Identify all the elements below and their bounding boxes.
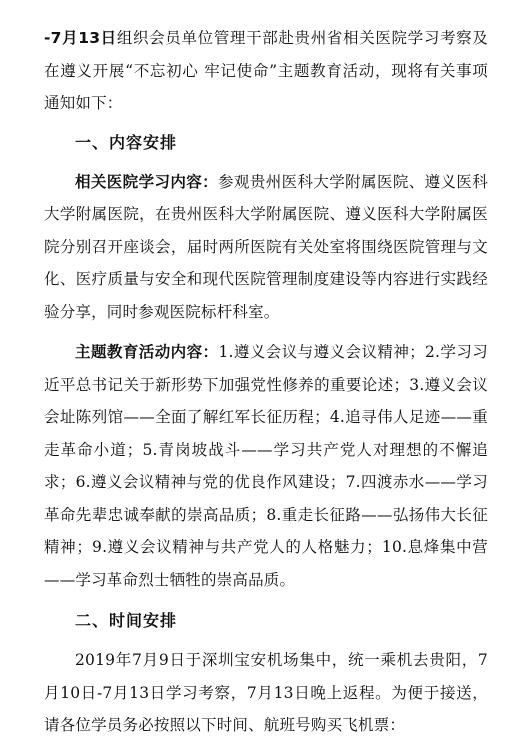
- theme-education-paragraph: [44, 336, 488, 596]
- hospital-study-paragraph: [44, 166, 488, 329]
- hospital-study-text: 参观贵州医科大学附属医院、遵义医科大学附属医院，在贵州医科大学附属医院、遵义医科大学附属医院分别召开座谈会，届时两所医院有关处室将围绕医院管理与文化、医疗质量与安全和现代医院管理制度建设等内容进行实践经验分享，同时参观医院标杆科室。: [44, 172, 488, 321]
- intro-paragraph: [44, 22, 488, 120]
- theme-education-text: 1.遵义会议与遵义会议精神；2.学习习近平总书记关于新形势下加强党性修养的重要论述；3.遵义会议会址陈列馆——全面了解红军长征历程；4.追寻伟人足迹——重走革命小道；5.青岗坡战斗——学习共产党人对理想的不懈追求；6.遵义会议精神与党的优良作风建设；7.四渡赤水——学习革命先辈忠诚奉献的崇高品质；8.重走长征路——弘扬伟大长征精神；9.遵义会议精神与共产党人的人格魅力；10.息烽集中营——学习革命烈士牺牲的崇高品质。: [44, 343, 488, 589]
- section-heading-content: 一、内容安排: [75, 132, 178, 152]
- hospital-study-lead: 相关医院学习内容：: [75, 172, 219, 191]
- schedule-paragraph: 2019年7月9日于深圳宝安机场集中，统一乘机去贵阳，7月10日-7月13日学习考察，7月13日晚上返程。为便于接送，请各位学员务必按照以下时间、航班号购买飞机票：: [44, 651, 488, 734]
- intro-text: 组织会员单位管理干部赴贵州省相关医院学习考察及在遵义开展“不忘初心 牢记使命”主题教育活动，现将有关事项通知如下：: [44, 29, 488, 112]
- intro-date-lead: -7月13日: [44, 29, 117, 47]
- theme-education-lead: 主题教育活动内容：: [75, 343, 219, 361]
- section-heading-schedule: 二、时间安排: [75, 611, 178, 630]
